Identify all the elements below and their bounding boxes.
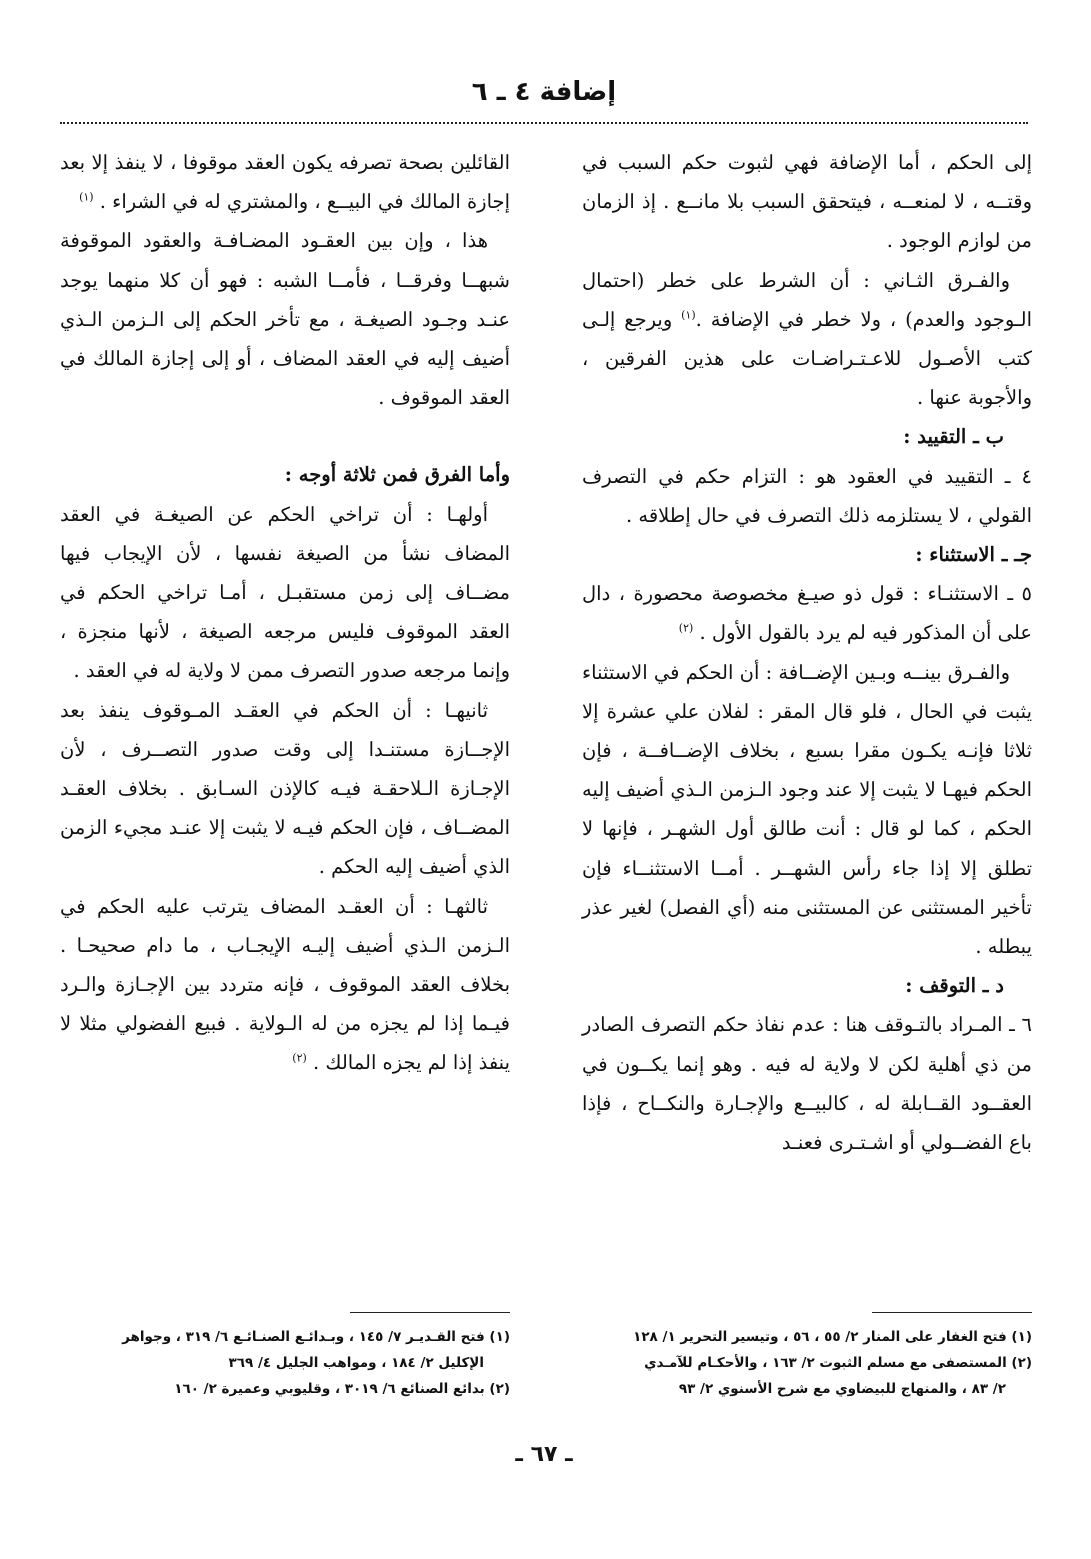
page-number-text: ـ ٦٧ ـ bbox=[515, 1442, 573, 1467]
section-heading: وأما الفرق فمن ثلاثة أوجه : bbox=[284, 463, 510, 487]
footnote-ref: (١) bbox=[681, 308, 696, 322]
left-column bbox=[60, 143, 510, 1083]
paragraph: ٦ ـ المـراد بالتـوقف هنا : عدم نفاذ حكم التصرف الصادر من ذي أهلية لكن لا ولاية له فيه . وهو إنما يكــون في العقــود القــابلة له ، كالبيــع والإجـارة والنكــاح ، فإذا باع الفضــولي أو اشـتـرى فعنـد bbox=[582, 1013, 1032, 1155]
paragraph: والفـرق بينــه وبـين الإضــافة : أن الحكم في الاستثناء يثبت في الحال ، فلو قال المقر : لفلان علي عشرة إلا ثلاثا فإنـه يكـون مقرا بسبع ، بخلاف الإضــافــة ، فإن الحكم فيهـا لا يثبت إلا عند وجود الـزمن الـذي أضيف إليه الحكم ، كما لو قال : أنت طالق أول الشهـر ، فإنها لا تطلق إلا إذا جاء رأس الشهــر . أمــا الاستثنــاء فإن تأخير المستثنى عن المستثنى منه (أي الفصل) لغير عذر يبطله . bbox=[582, 660, 1032, 959]
paragraph-text: ٥ ـ الاستثنـاء : قول ذو صيـغ مخصوصة محصورة ، دال على أن المذكور فيه لم يرد بالقول الأول . bbox=[582, 582, 1032, 645]
paragraph: إلى الحكم ، أما الإضافة فهي لثبوت حكم السبب في وقتــه ، لا لمنعــه ، فيتحقق السبب بلا مانــع . إذ الزمان من لوازم الوجود . bbox=[582, 151, 1032, 253]
paragraph: هذا ، وإن بين العقـود المضـافـة والعقود الموقوفة شبهــا وفرقــا ، فأمــا الشبه : فهو أن كلا منهما يوجد عنـد وجـود الصيغـة ، مع تأخر الحكم إلى الـزمن الـذي أضيف إليه في العقد المضاف ، أو إلى إجازة المالك في العقد الموقوف . bbox=[60, 229, 510, 410]
paragraph bbox=[60, 887, 510, 1083]
footnote-ref: (١) bbox=[79, 190, 94, 204]
footnote: (١) فتح القـديـر ٧/ ١٤٥ ، وبـدائـع الصنـائـع ٦/ ٣١٩ ، وجواهر bbox=[122, 1329, 510, 1345]
footnotes-left bbox=[60, 1324, 510, 1402]
section-heading: جـ ـ الاستثناء : bbox=[915, 543, 1032, 567]
right-column bbox=[582, 143, 1032, 1162]
paragraph bbox=[582, 261, 1032, 418]
paragraph: ٤ ـ التقييد في العقود هو : التزام حكم في التصرف القولي ، لا يستلزمه ذلك التصرف في حال إطلاقه . bbox=[582, 464, 1032, 527]
header-divider bbox=[60, 122, 1028, 124]
footnote: (١) فتح الغفار على المنار ٢/ ٥٥ ، ٥٦ ، وتيسير التحرير ١/ ١٢٨ bbox=[633, 1329, 1032, 1345]
paragraph bbox=[60, 143, 510, 221]
paragraph: ثانيهـا : أن الحكم في العقـد المـوقوف ينفذ بعد الإجــازة مستنـدا إلى وقت صدور التصــرف ، لأن الإجـازة الـلاحقـة فيـه كالإذن السـابق . بخلاف العقـد المضــاف ، فإن الحكم فيـه لا يثبت إلا عنـد مجيء الزمن الذي أضيف إليه الحكم . bbox=[60, 698, 510, 879]
section-heading: د ـ التوقف : bbox=[905, 974, 1004, 998]
page-title: إضافة ٤ ـ ٦ bbox=[471, 77, 617, 107]
page-header bbox=[60, 72, 1028, 112]
footnote: (٢) المستصفى مع مسلم الثبوت ٢/ ١٦٣ ، والأحكـام للآمـدي bbox=[644, 1355, 1032, 1371]
footnote: (٢) بدائع الصنائع ٦/ ٣٠١٩ ، وقليوبي وعميرة ٢/ ١٦٠ bbox=[174, 1381, 510, 1397]
footnote-ref: (٢) bbox=[292, 1051, 307, 1065]
footnotes-right bbox=[582, 1324, 1032, 1402]
paragraph-text: والفـرق الثـاني : أن الشرط على خطر (احتمال الـوجود والعدم) ، ولا خطر في الإضافة . bbox=[582, 268, 1032, 331]
paragraph-text: القائلين بصحة تصرفه يكون العقد موقوفا ، لا ينفذ إلا بعد إجازة المالك في البيــع ، والمشتري له في الشراء . bbox=[60, 151, 510, 214]
paragraph-text: ويرجع إلـى كتب الأصـول للاعـتـراضـات على هذين الفرقين ، والأجوبة عنها . bbox=[582, 307, 1032, 410]
paragraph bbox=[582, 574, 1032, 652]
section-heading: ب ـ التقييد : bbox=[903, 425, 1004, 449]
footnote-divider bbox=[872, 1312, 1032, 1313]
footnote-continuation: الإكليل ٢/ ١٨٤ ، ومواهب الجليل ٤/ ٣٦٩ bbox=[228, 1355, 484, 1371]
footnote-divider bbox=[350, 1312, 510, 1313]
page-number bbox=[60, 1442, 1028, 1467]
footnote-ref: (٢) bbox=[678, 621, 694, 635]
paragraph: أولهـا : أن تراخي الحكم عن الصيغـة في العقد المضاف نشأ من الصيغة نفسها ، لأن الإيجاب فيها مضــاف إلى زمن مستقبـل ، أمـا تراخي الحكم في العقد الموقوف فليس مرجعه الصيغة ، لأنها منجزة ، وإنما مرجعه صدور التصرف ممن لا ولاية له في العقد . bbox=[60, 502, 510, 683]
spacer bbox=[60, 417, 510, 455]
footnote-continuation: ٢/ ٨٣ ، والمنهاج للبيضاوي مع شرح الأسنوي ٢/ ٩٣ bbox=[678, 1381, 1006, 1397]
paragraph-text: ثالثهـا : أن العقـد المضاف يترتب عليه الحكم في الـزمن الـذي أضيف إليـه الإيجـاب ، ما دام صحيحـا . بخلاف العقد الموقوف ، فإنه متردد بين الإجـازة والـرد فيـما إذا لم يجزه من له الـولاية . فبيع الفضولي مثلا لا ينفذ إذا لم يجزه المالك . bbox=[60, 894, 510, 1075]
